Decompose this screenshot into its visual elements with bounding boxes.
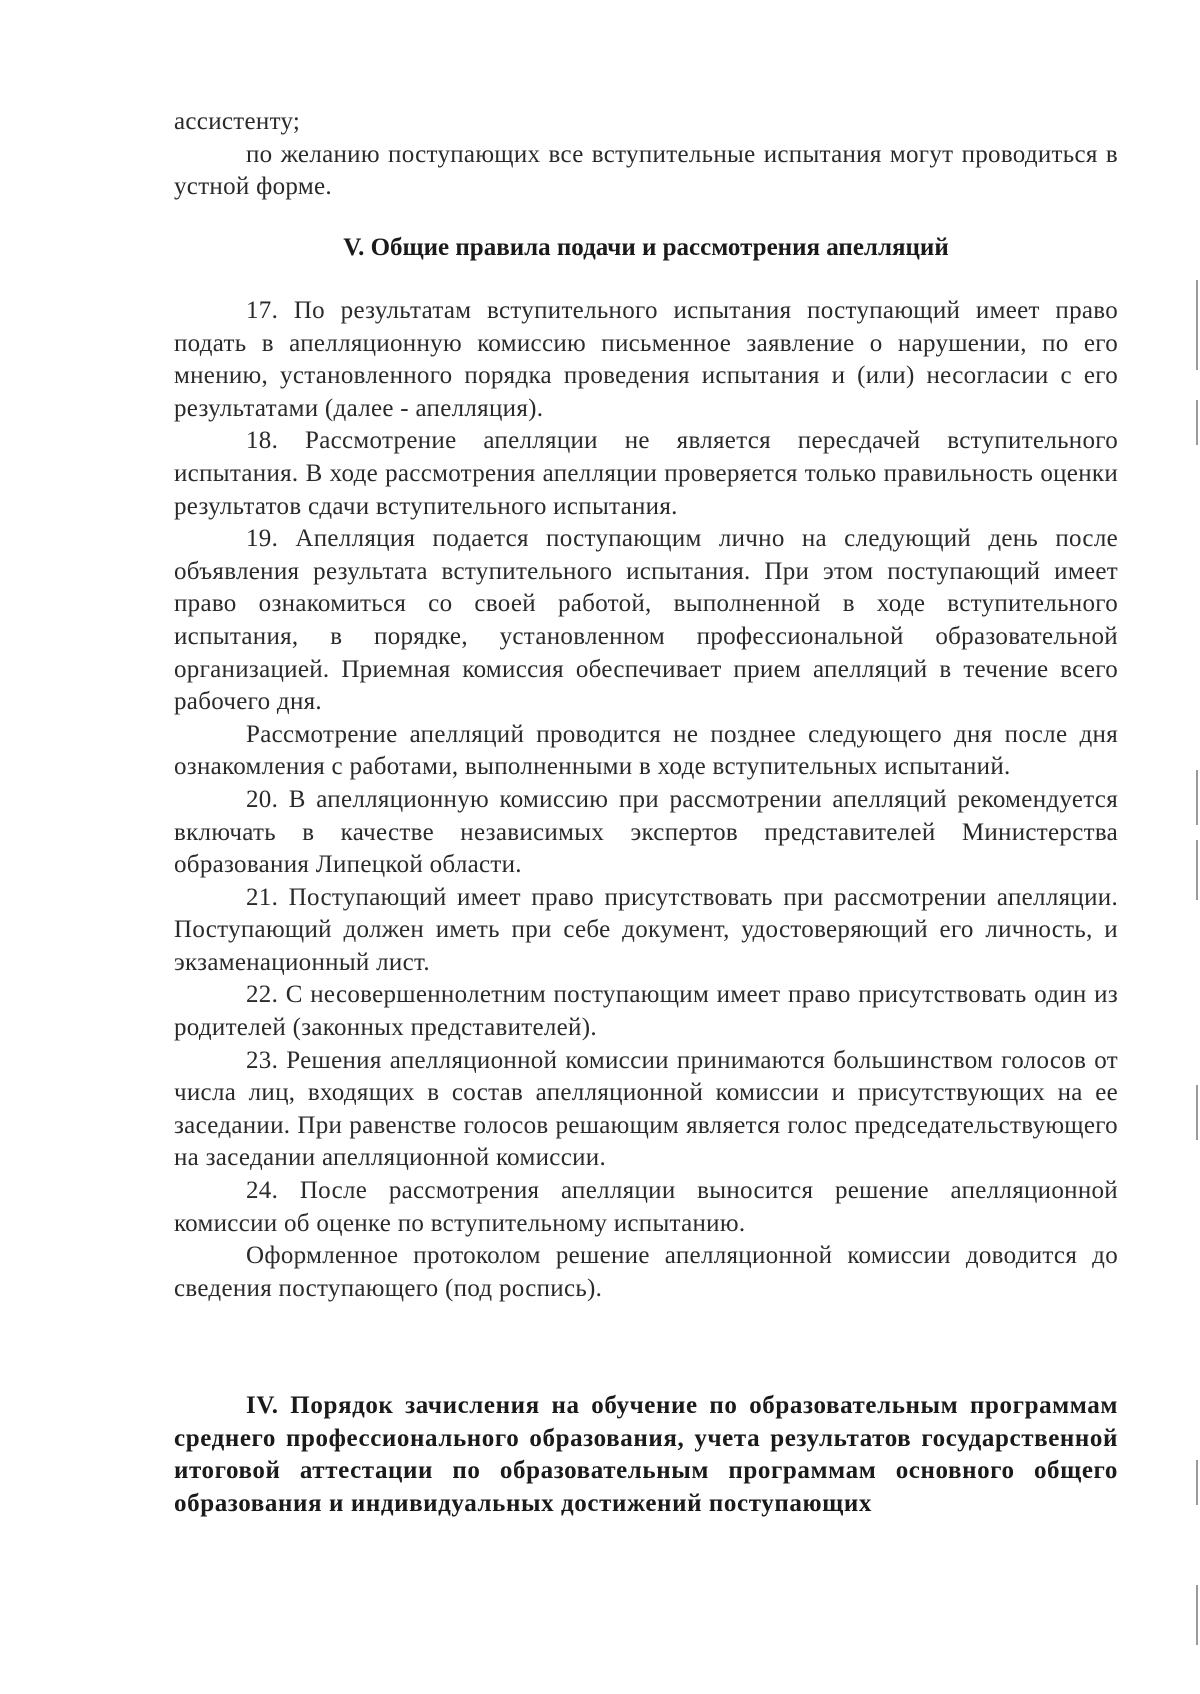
section-iv-heading: IV. Порядок зачисления на обучение по образовательным программам среднего профессионального образования, учета результатов государственной итоговой аттестации по образовательным программам основного общего образования и индивидуальных достижений поступающих xyxy=(174,1392,1118,1517)
section-v-body xyxy=(174,295,1118,1305)
intro-line: ассистенту; xyxy=(174,108,301,135)
scan-edge-mark xyxy=(1196,400,1198,445)
paragraph-22: 22. С несовершеннолетним поступающим имеет право присутствовать один из родителей (законных представителей). xyxy=(174,981,1118,1042)
scan-edge-mark xyxy=(1196,1585,1198,1645)
intro-list-item: по желанию поступающих все вступительные испытания могут проводиться в устной форме. xyxy=(174,140,1118,201)
scan-edge-mark xyxy=(1196,280,1198,370)
paragraph-21: 21. Поступающий имеет право присутствовать при рассмотрении апелляции. Поступающий должен иметь при себе документ, удостоверяющий его личность, и экзаменационный лист. xyxy=(174,883,1118,976)
paragraph-23: 23. Решения апелляционной комиссии принимаются большинством голосов от числа лиц, входящих в состав апелляционной комиссии и присутствующих на ее заседании. При равенстве голосов решающим является голос председательствующего на заседании апелляционной комиссии. xyxy=(174,1046,1118,1172)
intro-block xyxy=(174,106,1118,204)
scan-edge-mark xyxy=(1196,840,1198,900)
section-v-heading: V. Общие правила подачи и рассмотрения апелляций xyxy=(343,234,949,261)
scan-edge-mark xyxy=(1196,1085,1198,1140)
scan-edge-mark xyxy=(1196,770,1198,825)
paragraph-18: 18. Рассмотрение апелляции не является пересдачей вступительного испытания. В ходе рассмотрения апелляции проверяется только правильность оценки результатов сдачи вступительного испытания. xyxy=(174,427,1118,520)
paragraph-19: 19. Апелляция подается поступающим лично на следующий день после объявления результата вступительного испытания. При этом поступающий имеет право ознакомиться со своей работой, выполненной в ходе вступительного испытания, в порядке, установленном профессиональной образовательной организацией. Приемная комиссия обеспечивает прием апелляций в течение всего рабочего дня. xyxy=(174,525,1118,716)
paragraph-19-continuation: Рассмотрение апелляций проводится не позднее следующего дня после дня ознакомления с работами, выполненными в ходе вступительных испытаний. xyxy=(174,720,1118,781)
scan-edge-mark xyxy=(1196,1460,1198,1505)
paragraph-17: 17. По результатам вступительного испытания поступающий имеет право подать в апелляционную комиссию письменное заявление о нарушении, по его мнению, установленного порядка проведения испытания и (или) несогласии с его результатами (далее - апелляция). xyxy=(174,297,1118,422)
paragraph-20: 20. В апелляционную комиссию при рассмотрении апелляций рекомендуется включать в качестве независимых экспертов представителей Министерства образования Липецкой области. xyxy=(174,785,1118,879)
paragraph-24-continuation: Оформленное протоколом решение апелляционной комиссии доводится до сведения поступающего (под роспись). xyxy=(174,1242,1118,1302)
paragraph-24: 24. После рассмотрения апелляции выносится решение апелляционной комиссии об оценке по вступительному испытанию. xyxy=(174,1177,1118,1237)
